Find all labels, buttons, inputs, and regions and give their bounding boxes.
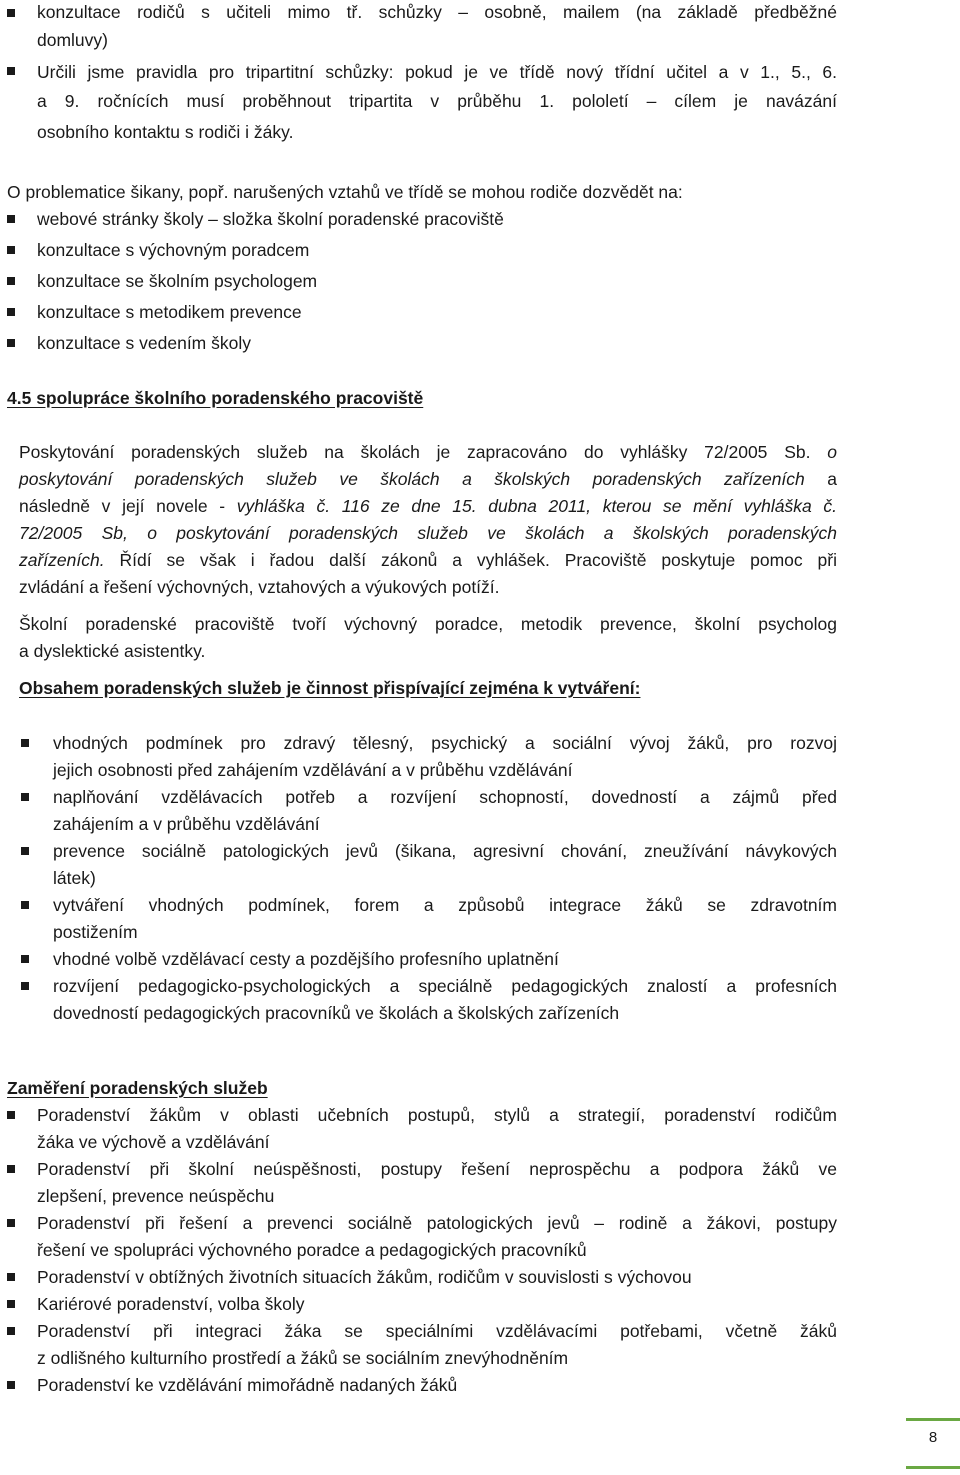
- list-item-line: Poradenství při řešení a prevenci sociálně patologických jevů – rodině a žákovi, postupy: [37, 1213, 837, 1233]
- list-item-line: Poradenství ke vzdělávání mimořádně nadaných žáků: [37, 1375, 458, 1395]
- bullet-icon: [7, 1165, 15, 1173]
- bullet-icon: [21, 955, 29, 963]
- list-item-line: domluvy): [37, 30, 108, 50]
- bullet-icon: [21, 793, 29, 801]
- footer-rule: [906, 1418, 960, 1421]
- page-number: 8: [928, 1429, 938, 1446]
- list-item-line: Kariérové poradenství, volba školy: [37, 1294, 305, 1314]
- paragraph-line: zařízeních. Řídí se však i řadou další zákonů a vyhlášek. Pracoviště poskytuje pomoc při: [19, 550, 837, 570]
- list-item-line: Poradenství žákům v oblasti učebních postupů, stylů a strategií, poradenství rodičům: [37, 1105, 837, 1125]
- list-item-line: rozvíjení pedagogicko-psychologických a speciálně pedagogických znalostí a profesních: [53, 976, 837, 996]
- bullet-icon: [7, 67, 15, 75]
- bullet-icon: [7, 1219, 15, 1227]
- bullet-icon: [21, 847, 29, 855]
- bullet-icon: [21, 739, 29, 747]
- list-item-line: žáka ve výchově a vzdělávání: [37, 1132, 270, 1152]
- list-item-line: dovedností pedagogických pracovníků ve školách a školských zařízeních: [53, 1003, 620, 1023]
- list-item: konzultace se školním psychologem: [37, 271, 318, 291]
- list-item-line: zahájením a v průběhu vzdělávání: [53, 814, 320, 834]
- list-item-line: vytváření vhodných podmínek, forem a způsobů integrace žáků se zdravotním: [53, 895, 837, 915]
- list-item-line: prevence sociálně patologických jevů (šikana, agresivní chování, zneužívání návykových: [53, 841, 837, 861]
- list-item-line: řešení ve spolupráci výchovného poradce a pedagogických pracovníků: [37, 1240, 587, 1260]
- bullet-icon: [7, 1327, 15, 1335]
- list-item-line: osobního kontaktu s rodiči i žáky.: [37, 122, 294, 142]
- paragraph-line: a dyslektické asistentky.: [19, 641, 206, 661]
- list-item-line: Poradenství při školní neúspěšnosti, postupy řešení neprospěchu a podpora žáků ve: [37, 1159, 837, 1179]
- bullet-icon: [7, 9, 15, 17]
- list-item-line: konzultace rodičů s učiteli mimo tř. schůzky – osobně, mailem (na základě předběžné: [37, 2, 837, 22]
- list-item-line: vhodné volbě vzdělávací cesty a pozdějšího profesního uplatnění: [53, 949, 559, 969]
- bullying-intro: O problematice šikany, popř. narušených vztahů ve třídě se mohou rodiče dozvědět na:: [7, 182, 683, 202]
- list-item-line: a 9. ročnících musí proběhnout tripartita v průběhu 1. pololetí – cílem je navázání: [37, 91, 837, 111]
- list-item: konzultace s výchovným poradcem: [37, 240, 310, 260]
- footer-rule-bottom: [906, 1466, 960, 1469]
- list-item: konzultace s vedením školy: [37, 333, 251, 353]
- list-item-line: jejich osobnosti před zahájením vzdělávání a v průběhu vzdělávání: [53, 760, 573, 780]
- list-item-line: vhodných podmínek pro zdravý tělesný, psychický a sociální vývoj žáků, pro rozvoj: [53, 733, 837, 753]
- bullet-icon: [7, 339, 15, 347]
- list-item-line: naplňování vzdělávacích potřeb a rozvíjení schopností, dovedností a zájmů před: [53, 787, 837, 807]
- paragraph-line: Školní poradenské pracoviště tvoří výchovný poradce, metodik prevence, školní psycholog: [19, 614, 837, 634]
- list-item: webové stránky školy – složka školní poradenské pracoviště: [37, 209, 504, 229]
- section-heading: 4.5 spolupráce školního poradenského pracoviště: [7, 388, 424, 408]
- bullet-icon: [7, 1300, 15, 1308]
- bullet-icon: [7, 277, 15, 285]
- list-item: konzultace s metodikem prevence: [37, 302, 302, 322]
- list-item-line: zlepšení, prevence neúspěchu: [37, 1186, 275, 1206]
- list-item-line: látek): [53, 868, 96, 888]
- paragraph-line: poskytování poradenských služeb ve školách a školských poradenských zařízeních a: [19, 469, 837, 489]
- bullet-icon: [7, 1111, 15, 1119]
- paragraph-line: následně v její novele - vyhláška č. 116 ze dne 15. dubna 2011, kterou se mění vyhláška č.: [19, 496, 837, 516]
- bullet-icon: [7, 1273, 15, 1281]
- bullet-icon: [7, 246, 15, 254]
- content-heading: Obsahem poradenských služeb je činnost přispívající zejména k vytváření:: [19, 678, 641, 698]
- bullet-icon: [7, 1381, 15, 1389]
- bullet-icon: [7, 308, 15, 316]
- paragraph-line: zvládání a řešení výchovných, vztahových a výukových potíží.: [19, 577, 500, 597]
- list-item-line: Poradenství v obtížných životních situacích žákům, rodičům v souvislosti s výchovou: [37, 1267, 692, 1287]
- bullet-icon: [21, 982, 29, 990]
- list-item-line: postižením: [53, 922, 138, 942]
- list-item-line: Určili jsme pravidla pro tripartitní schůzky: pokud je ve třídě nový třídní učitel a v 1., 5., 6.: [37, 62, 837, 82]
- paragraph-line: Poskytování poradenských služeb na školách je zapracováno do vyhlášky 72/2005 Sb. o: [19, 442, 837, 462]
- focus-heading: Zaměření poradenských služeb: [7, 1078, 268, 1098]
- list-item-line: Poradenství při integraci žáka se speciálními vzdělávacími potřebami, včetně žáků: [37, 1321, 837, 1341]
- bullet-icon: [7, 215, 15, 223]
- list-item-line: z odlišného kulturního prostředí a žáků se sociálním znevýhodněním: [37, 1348, 569, 1368]
- bullet-icon: [21, 901, 29, 909]
- paragraph-line: 72/2005 Sb, o poskytování poradenských služeb ve školách a školských poradenských: [19, 523, 837, 543]
